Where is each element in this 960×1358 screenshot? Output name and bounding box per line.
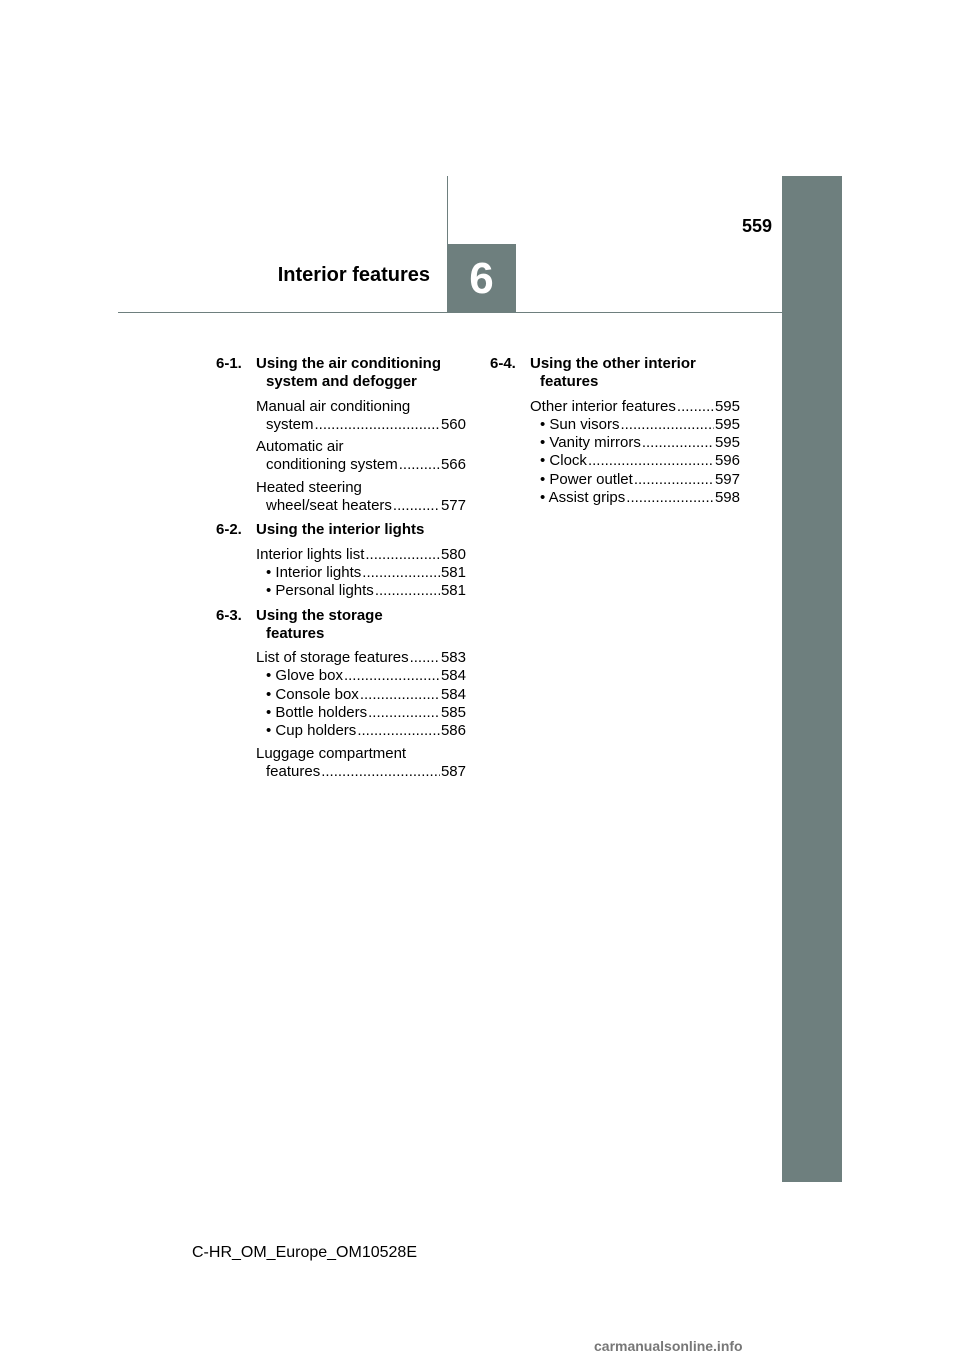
dot-leader xyxy=(368,704,440,722)
toc-entry-line[interactable] xyxy=(256,456,466,474)
toc-subentry[interactable] xyxy=(256,582,466,600)
toc-entry-text: system xyxy=(266,415,314,433)
toc-entry xyxy=(216,398,466,435)
section-title-line: Using the interior lights xyxy=(256,521,425,539)
toc-entry-line[interactable] xyxy=(256,763,466,781)
section-title-line: Using the air conditioning xyxy=(256,355,441,372)
toc-entry-text: • Sun visors xyxy=(540,415,620,433)
chapter-number-box: 6 xyxy=(447,244,516,313)
toc-entry-text: • Bottle holders xyxy=(266,704,368,722)
toc-page-number: 595 xyxy=(714,434,740,452)
toc-page-number: 596 xyxy=(714,452,740,470)
toc-page-number: 598 xyxy=(714,489,740,507)
toc-entry-text: features xyxy=(266,762,321,780)
dot-leader xyxy=(344,667,440,685)
page-number: 559 xyxy=(741,216,772,236)
toc-entry-text: • Assist grips xyxy=(540,489,626,507)
section-title-line: features xyxy=(266,624,325,642)
toc-page-number: 595 xyxy=(714,397,740,415)
toc-section xyxy=(216,521,466,600)
toc-subentry[interactable] xyxy=(530,471,740,489)
toc-section-heading[interactable] xyxy=(216,607,466,644)
toc-subentry[interactable] xyxy=(256,667,466,685)
dot-leader xyxy=(357,722,440,740)
toc-entry-line: Luggage compartment xyxy=(256,744,407,762)
section-number: 6-3. xyxy=(216,606,242,624)
toc-page-number: 585 xyxy=(440,704,466,722)
toc-column-right xyxy=(490,355,740,513)
dot-leader xyxy=(626,489,714,507)
toc-entry-line[interactable] xyxy=(256,416,466,434)
toc-page-number: 586 xyxy=(440,722,466,740)
toc-section xyxy=(216,607,466,782)
header-vertical-rule xyxy=(447,176,448,244)
dot-leader xyxy=(634,471,714,489)
toc-subentry[interactable] xyxy=(530,434,740,452)
toc-column-left xyxy=(216,355,466,787)
dot-leader xyxy=(321,763,440,781)
toc-entry-text: • Interior lights xyxy=(266,563,362,581)
toc-entry-line[interactable] xyxy=(256,497,466,515)
toc-entry-line: Manual air conditioning xyxy=(256,397,411,415)
section-number: 6-4. xyxy=(490,355,516,372)
chapter-title: Interior features xyxy=(277,264,430,286)
section-title-line: system and defogger xyxy=(266,373,417,391)
chapter-side-tab xyxy=(782,176,842,1182)
dot-leader xyxy=(365,546,440,564)
toc-page-number: 577 xyxy=(440,497,466,515)
dot-leader xyxy=(410,649,440,667)
toc-entry-text: • Console box xyxy=(266,685,359,703)
toc-entry-text: • Power outlet xyxy=(540,470,633,488)
toc-entry-line: Automatic air xyxy=(256,438,344,456)
toc-subentry[interactable] xyxy=(530,489,740,507)
toc-subentry[interactable] xyxy=(256,722,466,740)
toc-entry-line[interactable] xyxy=(256,649,466,667)
toc-entry-line: Heated steering xyxy=(256,478,362,496)
toc-section-heading[interactable] xyxy=(216,521,466,539)
dot-leader xyxy=(677,398,714,416)
dot-leader xyxy=(315,416,440,434)
toc-entry-text: Interior lights list xyxy=(256,545,365,563)
toc-section xyxy=(216,355,466,515)
dot-leader xyxy=(360,686,440,704)
toc-page-number: 584 xyxy=(440,685,466,703)
dot-leader xyxy=(620,416,714,434)
toc-entry-text: List of storage features xyxy=(256,649,409,667)
toc-entry-line[interactable] xyxy=(530,398,740,416)
toc-entry xyxy=(216,649,466,740)
toc-section-heading[interactable] xyxy=(490,355,740,392)
toc-subentry[interactable] xyxy=(256,704,466,722)
toc-entry-text: Other interior features xyxy=(530,397,676,415)
toc-subentry[interactable] xyxy=(256,686,466,704)
dot-leader xyxy=(588,452,714,470)
toc-page-number: 580 xyxy=(440,545,466,563)
toc-page-number: 566 xyxy=(440,456,466,474)
document-code: C-HR_OM_Europe_OM10528E xyxy=(192,1244,417,1261)
toc-entry xyxy=(216,438,466,475)
toc-entry xyxy=(216,546,466,601)
toc-entry-text: • Vanity mirrors xyxy=(540,434,641,452)
toc-page-number: 587 xyxy=(440,762,466,780)
section-title-line: Using the storage xyxy=(256,606,383,624)
toc-entry-text: • Clock xyxy=(540,452,587,470)
section-number: 6-2. xyxy=(216,521,242,539)
toc-section-heading[interactable] xyxy=(216,355,466,392)
toc-subentry[interactable] xyxy=(530,452,740,470)
dot-leader xyxy=(362,564,440,582)
toc-subentry[interactable] xyxy=(530,416,740,434)
toc-entry xyxy=(216,745,466,782)
toc-subentry[interactable] xyxy=(256,564,466,582)
toc-page-number: 581 xyxy=(440,582,466,600)
section-number: 6-1. xyxy=(216,355,242,372)
dot-leader xyxy=(642,434,714,452)
toc-page-number: 581 xyxy=(440,563,466,581)
toc-page-number: 597 xyxy=(714,470,740,488)
toc-entry-line[interactable] xyxy=(256,546,466,564)
toc-entry-text: conditioning system xyxy=(266,456,398,474)
toc-entry xyxy=(216,479,466,516)
toc-page-number: 560 xyxy=(440,415,466,433)
toc-entry-text: • Cup holders xyxy=(266,722,357,740)
toc-page-number: 583 xyxy=(440,649,466,667)
dot-leader xyxy=(399,456,440,474)
section-title-line: Using the other interior xyxy=(530,355,696,372)
toc-entry-text: wheel/seat heaters xyxy=(266,497,392,515)
toc-entry-text: • Glove box xyxy=(266,667,343,685)
toc-entry-text: • Personal lights xyxy=(266,582,374,600)
toc-page-number: 595 xyxy=(714,415,740,433)
dot-leader xyxy=(375,582,440,600)
watermark[interactable]: carmanualsonline.info xyxy=(594,1338,743,1354)
section-title-line: features xyxy=(540,373,599,391)
dot-leader xyxy=(393,497,440,515)
toc-entry xyxy=(490,398,740,508)
toc-page-number: 584 xyxy=(440,667,466,685)
toc-section xyxy=(490,355,740,507)
